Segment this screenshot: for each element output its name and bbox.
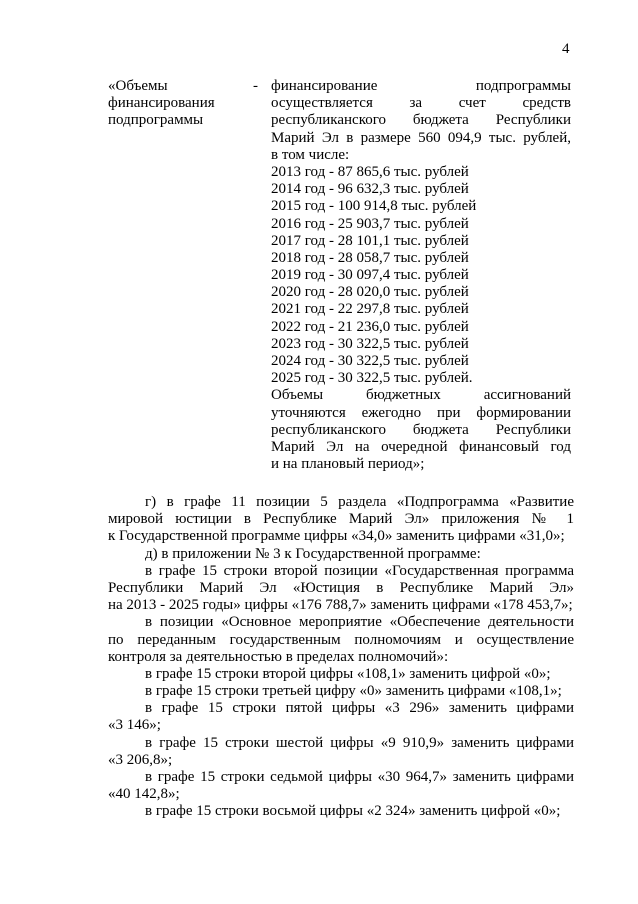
funding-year-line: 2021 год - 22 297,8 тыс. рублей: [271, 301, 469, 318]
content-line: и на плановый период»;: [271, 456, 425, 473]
passport-row-label: [108, 78, 258, 130]
text-line: в графе 15 строки третьей цифру «0» заменить цифрами «108,1»;: [145, 683, 562, 700]
text-line: в позиции «Основное мероприятие «Обеспечение деятельности: [145, 614, 574, 631]
text-line: «40 142,8»;: [108, 786, 180, 803]
funding-year-line: 2024 год - 30 322,5 тыс. рублей: [271, 353, 469, 369]
text-line: контроля за деятельностью в пределах полномочий»:: [108, 648, 449, 665]
content-line: республиканского бюджета Республики: [271, 421, 571, 438]
text-line: д) в приложении № 3 к Государственной программе:: [145, 545, 481, 562]
funding-year-line: 2025 год - 30 322,5 тыс. рублей.: [271, 370, 473, 387]
funding-year-line: 2016 год - 25 903,7 тыс. рублей: [271, 215, 469, 232]
label-line: финансирования: [108, 95, 215, 112]
funding-year-line: 2023 год - 30 322,5 тыс. рублей: [271, 335, 469, 352]
content-line: Марий Эл в размере 560 094,9 тыс. рублей,: [271, 129, 571, 146]
funding-year-line: 2015 год - 100 914,8 тыс. рублей: [271, 198, 477, 215]
text-line: в графе 15 строки шестой цифры «9 910,9» заменить цифрами: [145, 734, 574, 751]
content-line: в том числе:: [271, 146, 350, 163]
funding-year-line: 2020 год - 28 020,0 тыс. рублей: [271, 284, 469, 301]
text-line: в графе 15 строки седьмой цифры «30 964,7» заменить цифрами: [145, 769, 574, 785]
amendments-text: [108, 494, 574, 821]
content-line: Марий Эл на очередной финансовый год: [271, 438, 571, 455]
text-line: «3 146»;: [108, 717, 161, 734]
label-line: подпрограммы: [108, 112, 204, 129]
text-line: в графе 15 строки второй цифры «108,1» заменить цифрой «0»;: [145, 665, 551, 682]
text-line: к Государственной программе цифры «34,0» заменить цифрами «31,0»;: [108, 528, 565, 545]
label-line: «Объемы: [108, 78, 168, 94]
text-line: «3 206,8»;: [108, 751, 173, 768]
funding-year-line: 2022 год - 21 236,0 тыс. рублей: [271, 318, 469, 335]
text-line: на 2013 - 2025 годы» цифры «176 788,7» заменить цифрами «178 453,7»;: [108, 597, 573, 614]
text-line: мировой юстиции в Республике Марий Эл» приложения № 1: [108, 511, 574, 528]
text-line: в графе 15 строки восьмой цифры «2 324» заменить цифрой «0»;: [145, 803, 561, 820]
text-line: в графе 15 строки второй позиции «Государственная программа: [145, 562, 574, 579]
content-line: Объемы бюджетных ассигнований: [271, 387, 571, 404]
funding-year-line: 2013 год - 87 865,6 тыс. рублей: [271, 163, 469, 180]
funding-year-line: 2019 год - 30 097,4 тыс. рублей: [271, 267, 469, 284]
text-line: в графе 15 строки пятой цифры «3 296» заменить цифрами: [145, 700, 574, 717]
text-line: Республики Марий Эл «Юстиция в Республике Марий Эл»: [108, 579, 574, 596]
page-number: 4: [562, 41, 570, 57]
content-line: республиканского бюджета Республики: [271, 112, 571, 129]
passport-row-dash: -: [253, 78, 258, 94]
content-line: финансирование подпрограммы: [271, 78, 571, 94]
content-line: осуществляется за счет средств: [271, 95, 571, 112]
text-line: г) в графе 11 позиции 5 раздела «Подпрограмма «Развитие: [145, 494, 574, 510]
funding-year-line: 2017 год - 28 101,1 тыс. рублей: [271, 232, 469, 249]
text-line: по переданным государственным полномочиям и осуществление: [108, 631, 574, 648]
content-line: уточняются ежегодно при формировании: [271, 404, 571, 421]
funding-year-line: 2014 год - 96 632,3 тыс. рублей: [271, 181, 469, 198]
passport-row-content: [271, 78, 571, 473]
funding-year-line: 2018 год - 28 058,7 тыс. рублей: [271, 249, 469, 266]
